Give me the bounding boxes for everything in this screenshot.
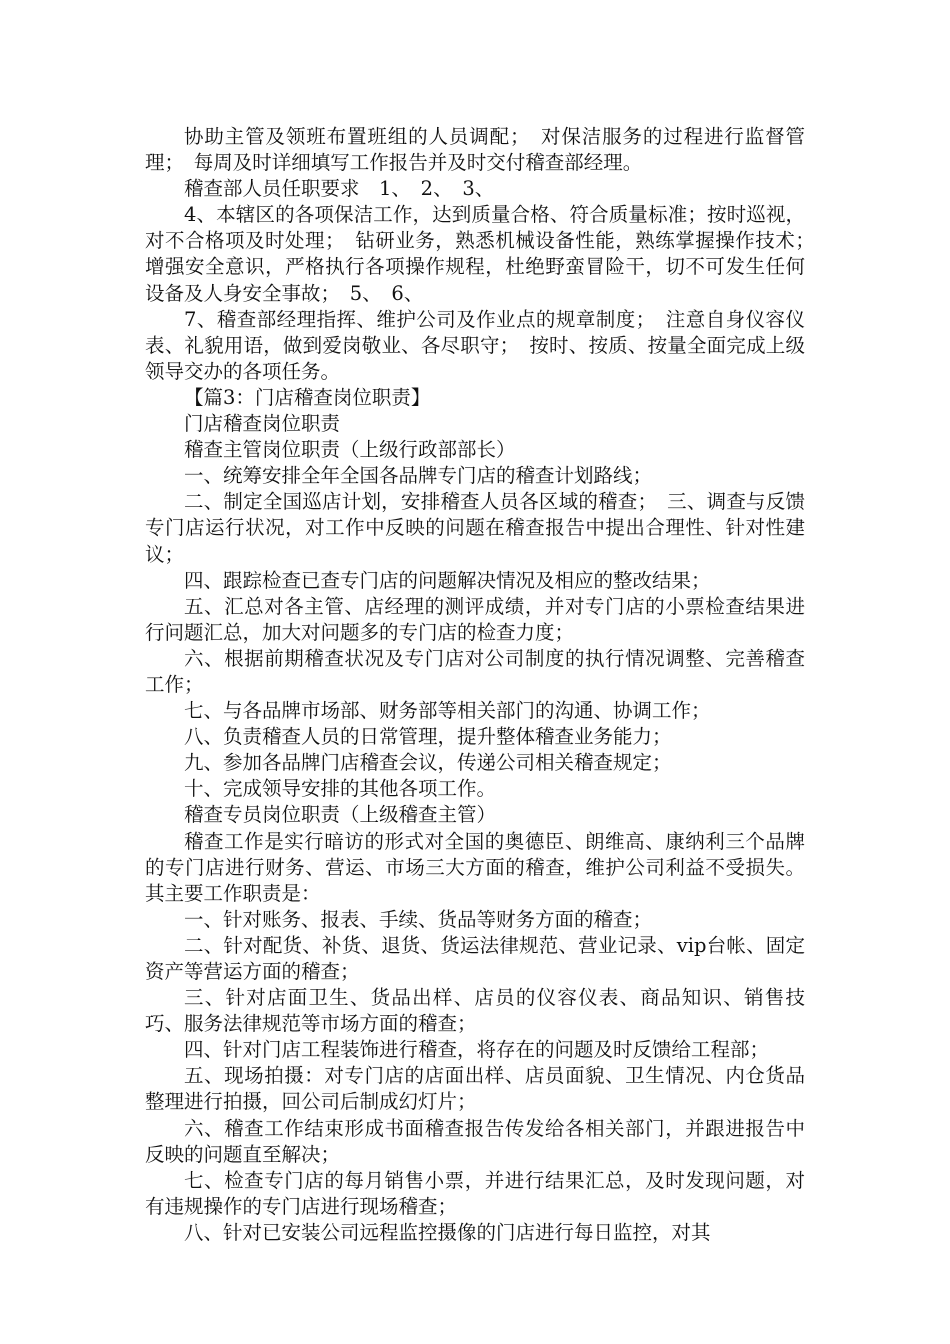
- section-title: 门店稽查岗位职责: [184, 412, 341, 436]
- list-item: 一、统筹安排全年全国各品牌专门店的稽查计划路线；: [184, 464, 653, 488]
- paragraph: 稽查部人员任职要求 1、 2、 3、: [184, 177, 495, 201]
- paragraph: 7、稽查部经理指挥、维护公司及作业点的规章制度； 注意自身仪容仪表、礼貌用语，做到爱岗敬业、各尽职守； 按时、按质、按量全面完成上级领导交办的各项任务。: [145, 307, 805, 383]
- list-item: 八、针对已安装公司远程监控摄像的门店进行每日监控，对其: [184, 1220, 711, 1244]
- list-item: 八、负责稽查人员的日常管理，提升整体稽查业务能力；: [184, 725, 672, 749]
- subsection-title: 稽查专员岗位职责（上级稽查主管）: [184, 803, 497, 827]
- list-item: 一、针对账务、报表、手续、货品等财务方面的稽查；: [184, 907, 653, 931]
- list-item: 七、与各品牌市场部、财务部等相关部门的沟通、协调工作；: [184, 699, 711, 723]
- paragraph: 协助主管及领班布置班组的人员调配； 对保洁服务的过程进行监督管理； 每周及时详细填写工作报告并及时交付稽查部经理。: [145, 125, 805, 175]
- list-item: 七、检查专门店的每月销售小票，并进行结果汇总，及时发现问题，对有违规操作的专门店进行现场稽查；: [145, 1168, 805, 1218]
- section-heading: 【篇3：门店稽查岗位职责】: [184, 385, 431, 409]
- list-item: 四、跟踪检查已查专门店的问题解决情况及相应的整改结果；: [184, 568, 711, 592]
- list-item: 五、汇总对各主管、店经理的测评成绩，并对专门店的小票检查结果进行问题汇总，加大对问题多的专门店的检查力度；: [145, 594, 805, 644]
- subsection-title: 稽查主管岗位职责（上级行政部部长）: [184, 438, 516, 462]
- list-item: 二、制定全国巡店计划，安排稽查人员各区域的稽查； 三、调查与反馈专门店运行状况，对工作中反映的问题在稽查报告中提出合理性、针对性建议；: [145, 490, 805, 566]
- list-item: 四、针对门店工程装饰进行稽查，将存在的问题及时反馈给工程部；: [184, 1038, 770, 1062]
- list-item: 五、现场拍摄：对专门店的店面出样、店员面貌、卫生情况、内仓货品整理进行拍摄，回公司后制成幻灯片；: [145, 1064, 805, 1114]
- list-item: 二、针对配货、补货、退货、货运法律规范、营业记录、vip台帐、固定资产等营运方面的稽查；: [145, 933, 805, 983]
- list-item: 九、参加各品牌门店稽查会议，传递公司相关稽查规定；: [184, 751, 672, 775]
- document-body: [145, 124, 825, 1246]
- list-item: 三、针对店面卫生、货品出样、店员的仪容仪表、商品知识、销售技巧、服务法律规范等市场方面的稽查；: [145, 986, 805, 1036]
- list-item: 六、根据前期稽查状况及专门店对公司制度的执行情况调整、完善稽查工作；: [145, 646, 805, 696]
- list-item: 十、完成领导安排的其他各项工作。: [184, 777, 497, 801]
- list-item: 六、稽查工作结束形成书面稽查报告传发给各相关部门，并跟进报告中反映的问题直至解决；: [145, 1116, 805, 1166]
- paragraph: 4、本辖区的各项保洁工作，达到质量合格、符合质量标准；按时巡视，对不合格项及时处理； 钻研业务，熟悉机械设备性能，熟练掌握操作技术； 增强安全意识，严格执行各项操作规程，杜绝野蛮冒险干，切不可发生任何设备及人身安全事故； 5、 6、: [145, 203, 825, 305]
- paragraph: 稽查工作是实行暗访的形式对全国的奥德臣、朗维高、康纳利三个品牌的专门店进行财务、营运、市场三大方面的稽查，维护公司利益不受损失。其主要工作职责是：: [145, 829, 805, 905]
